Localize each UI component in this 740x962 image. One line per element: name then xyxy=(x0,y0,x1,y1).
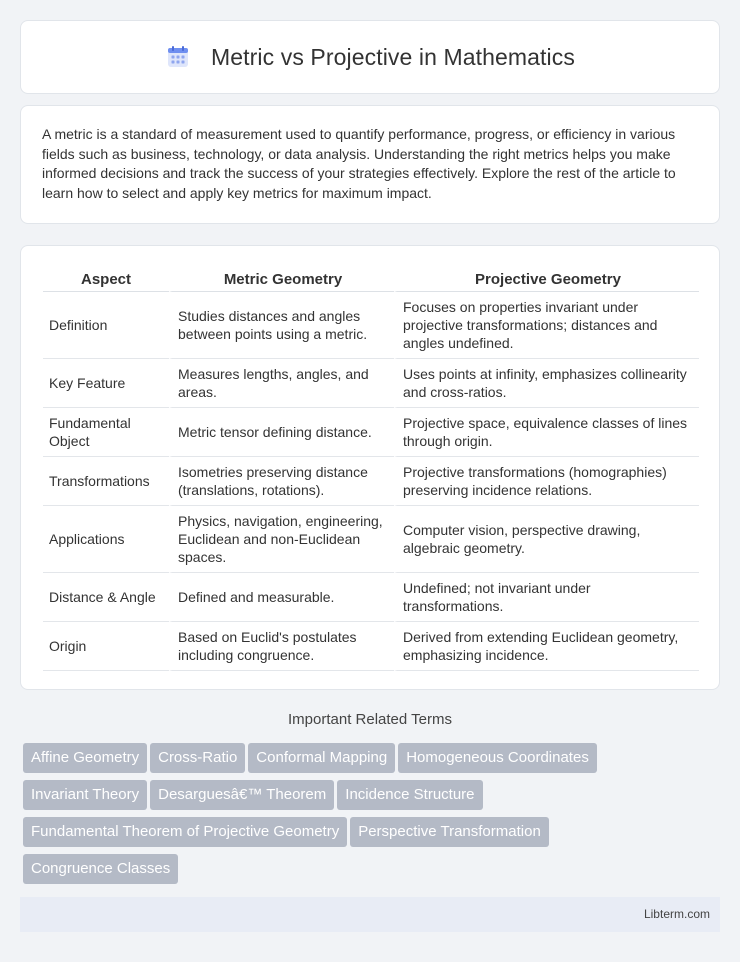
row-aspect: Transformations xyxy=(43,457,169,506)
header-metric: Metric Geometry xyxy=(169,266,394,292)
header-projective: Projective Geometry xyxy=(394,266,699,292)
comparison-table xyxy=(43,266,699,671)
comparison-card xyxy=(20,245,720,690)
table-row xyxy=(43,622,699,671)
row-metric: Studies distances and angles between points using a metric. xyxy=(169,292,394,359)
row-aspect: Applications xyxy=(43,506,169,573)
row-aspect: Key Feature xyxy=(43,359,169,408)
row-projective: Projective transformations (homographies) preserving incidence relations. xyxy=(394,457,699,506)
footer-site-link[interactable]: Libterm.com xyxy=(643,907,710,921)
header-aspect: Aspect xyxy=(43,266,169,292)
table-row xyxy=(43,408,699,457)
related-term-tag[interactable]: Fundamental Theorem of Projective Geometry xyxy=(23,817,347,847)
related-term-tag[interactable]: Homogeneous Coordinates xyxy=(398,743,597,773)
related-term-tag[interactable]: Conformal Mapping xyxy=(248,743,395,773)
row-metric: Based on Euclid's postulates including congruence. xyxy=(169,622,394,671)
related-term-tag[interactable]: Congruence Classes xyxy=(23,854,178,884)
calendar-icon xyxy=(165,44,191,70)
table-row xyxy=(43,292,699,359)
table-row xyxy=(43,359,699,408)
related-term-tag[interactable]: Desarguesâ€™ Theorem xyxy=(150,780,334,810)
related-term-tag[interactable]: Incidence Structure xyxy=(337,780,482,810)
table-header-row xyxy=(43,266,699,292)
row-projective: Computer vision, perspective drawing, algebraic geometry. xyxy=(394,506,699,573)
table-row xyxy=(43,457,699,506)
row-metric: Measures lengths, angles, and areas. xyxy=(169,359,394,408)
row-metric: Isometries preserving distance (translations, rotations). xyxy=(169,457,394,506)
table-row xyxy=(43,573,699,622)
table-row xyxy=(43,506,699,573)
page-title: Metric vs Projective in Mathematics xyxy=(211,43,575,70)
row-metric: Metric tensor defining distance. xyxy=(169,408,394,457)
row-projective: Focuses on properties invariant under projective transformations; distances and angles undefined. xyxy=(394,292,699,359)
title-card xyxy=(20,20,720,94)
intro-card xyxy=(20,105,720,224)
related-term-tag[interactable]: Affine Geometry xyxy=(23,743,147,773)
row-metric: Defined and measurable. xyxy=(169,573,394,622)
row-projective: Projective space, equivalence classes of lines through origin. xyxy=(394,408,699,457)
row-projective: Derived from extending Euclidean geometry, emphasizing incidence. xyxy=(394,622,699,671)
row-aspect: Origin xyxy=(43,622,169,671)
row-aspect: Definition xyxy=(43,292,169,359)
row-projective: Undefined; not invariant under transformations. xyxy=(394,573,699,622)
row-aspect: Distance & Angle xyxy=(43,573,169,622)
related-term-tag[interactable]: Perspective Transformation xyxy=(350,817,549,847)
related-term-tag[interactable]: Cross-Ratio xyxy=(150,743,245,773)
related-terms-title: Important Related Terms xyxy=(288,711,452,728)
row-projective: Uses points at infinity, emphasizes collinearity and cross-ratios. xyxy=(394,359,699,408)
row-aspect: Fundamental Object xyxy=(43,408,169,457)
intro-text: A metric is a standard of measurement used to quantify performance, progress, or efficiency in various fields such as business, technology, or data analysis. Understanding the right metrics helps you make informed decisions and track the success of your strategies effectively. Explore the rest of the article to learn how to select and apply key metrics for maximum impact. xyxy=(42,126,676,201)
row-metric: Physics, navigation, engineering, Euclidean and non-Euclidean spaces. xyxy=(169,506,394,573)
related-term-tag[interactable]: Invariant Theory xyxy=(23,780,147,810)
footer xyxy=(20,897,720,932)
related-terms-list xyxy=(23,743,723,891)
